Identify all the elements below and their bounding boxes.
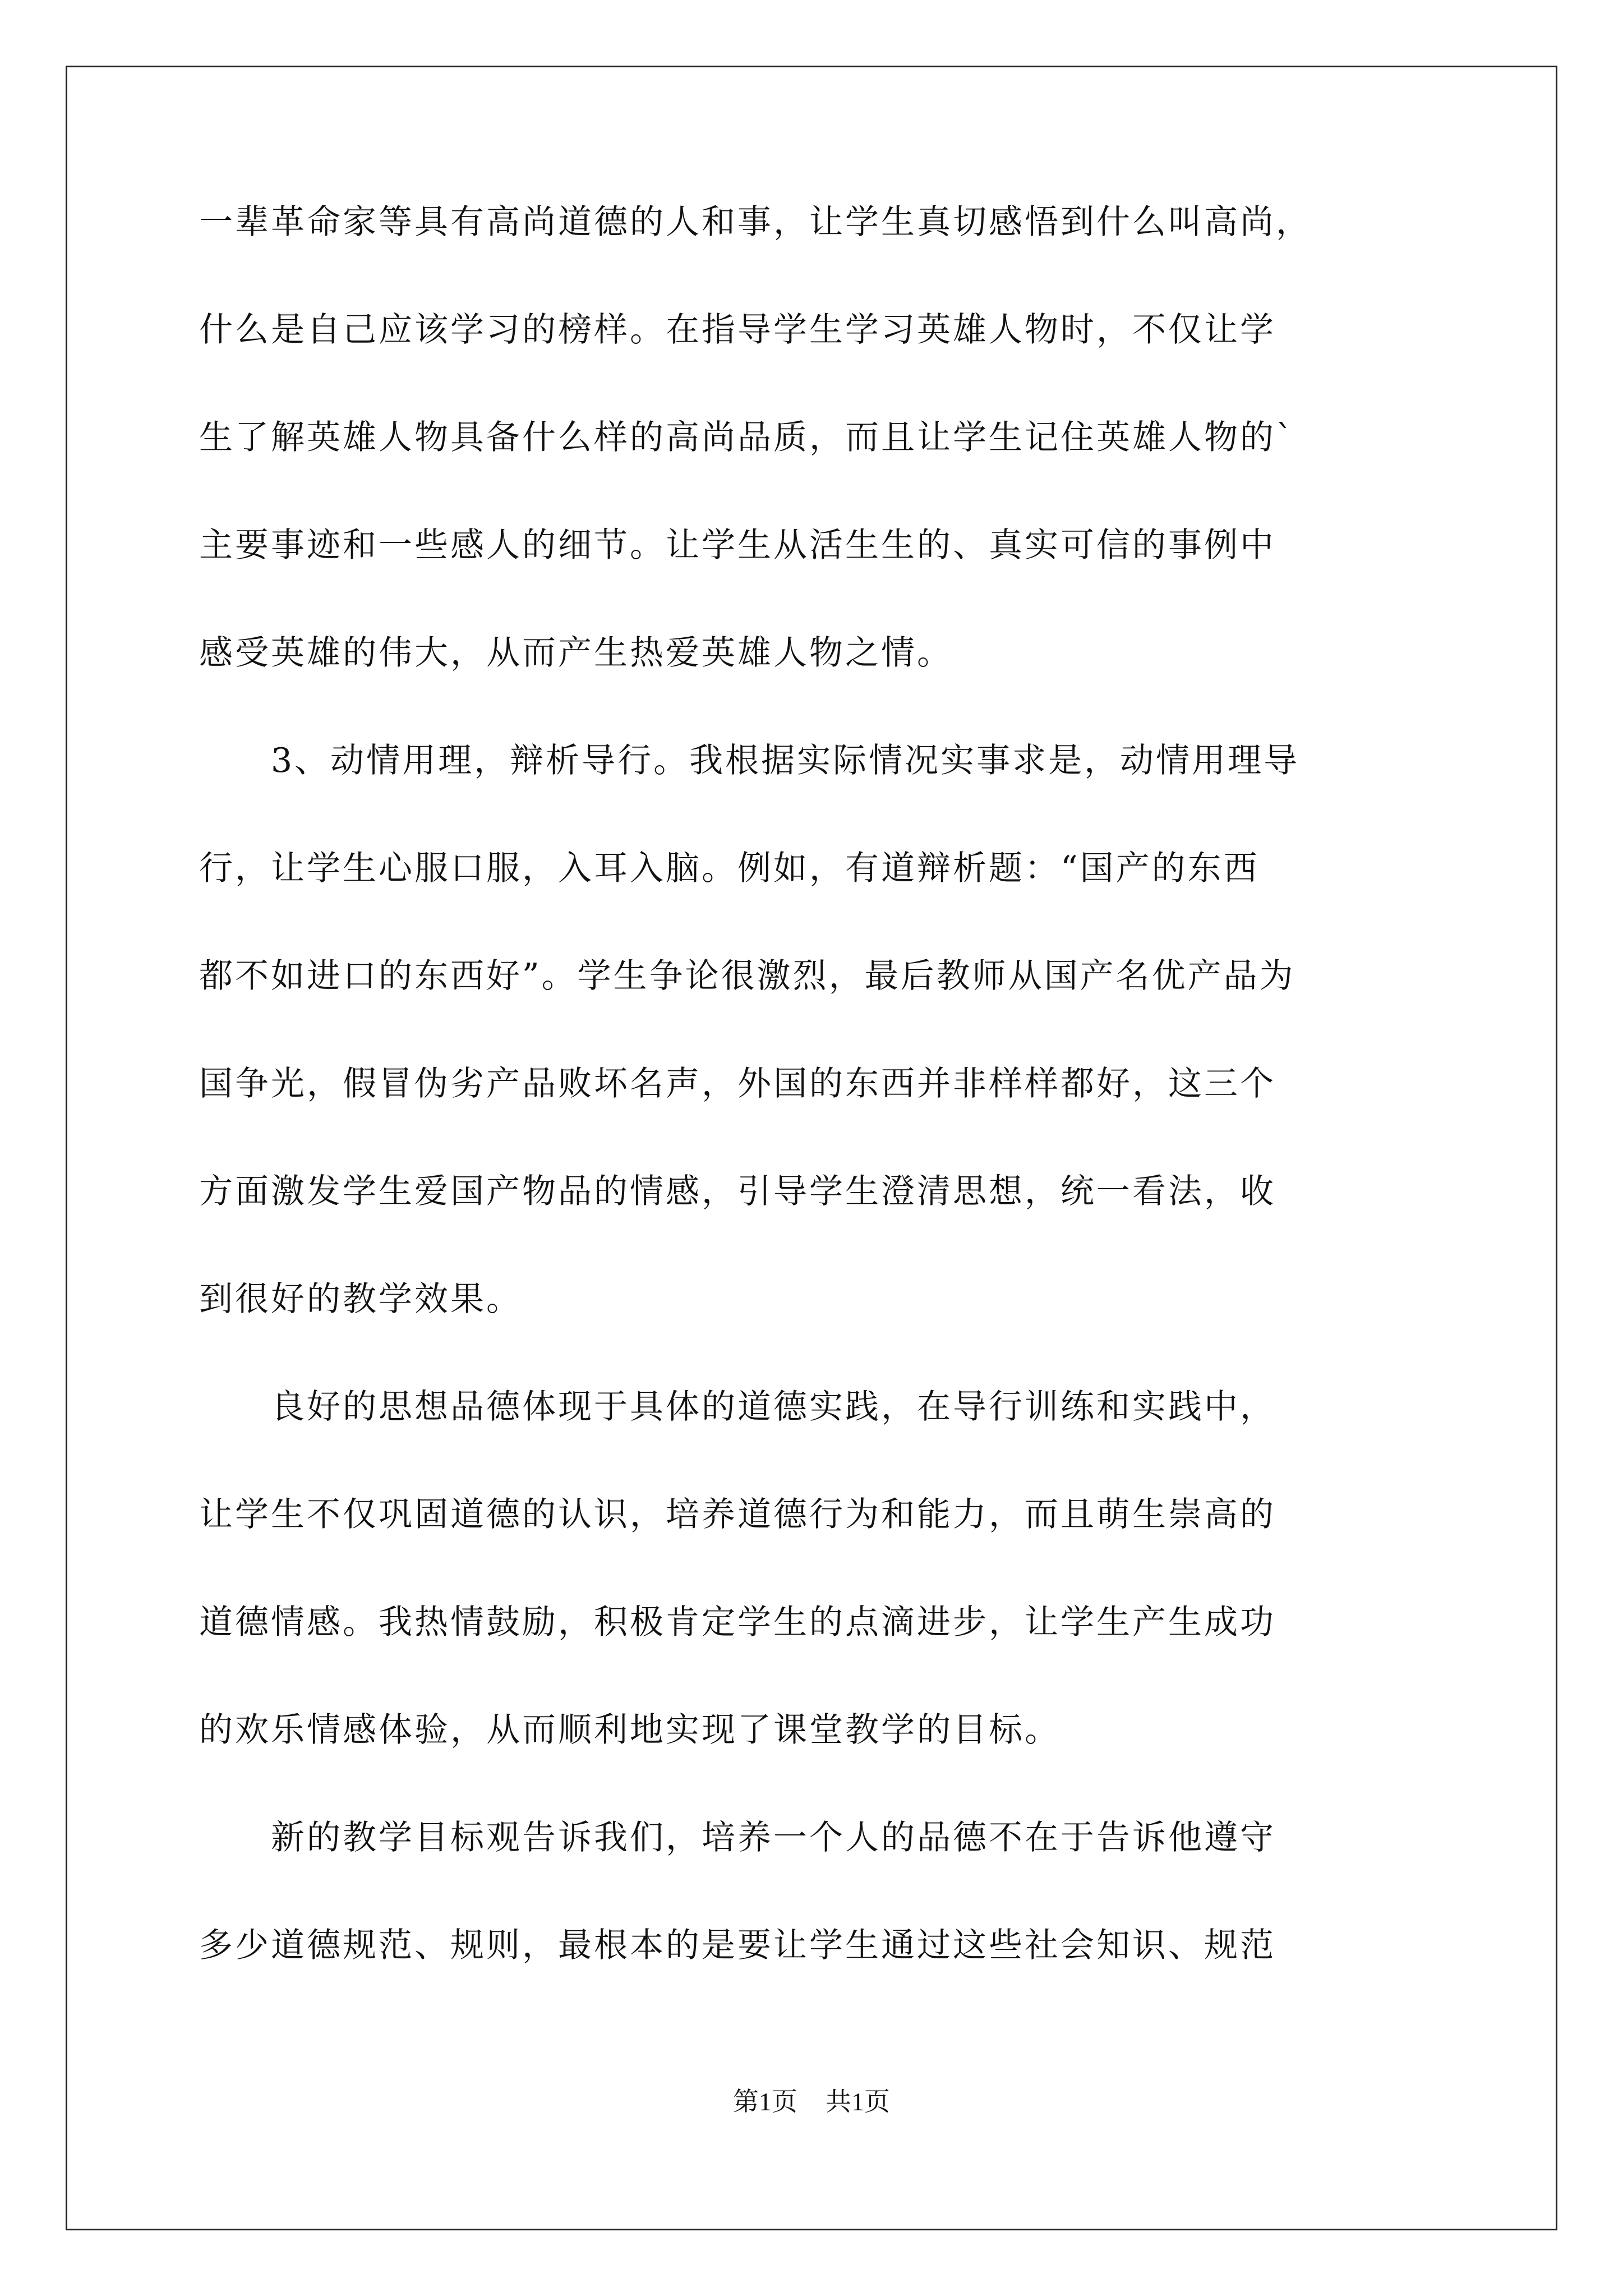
text-line: 都不如进口的东西好”。学生争论很激烈，最后教师从国产名优产品为 (199, 956, 1295, 996)
text-line: 的欢乐情感体验，从而顺利地实现了课堂教学的目标。 (199, 1710, 1061, 1750)
page-footer (0, 2081, 1623, 2118)
text-line: 主要事迹和一些感人的细节。让学生从活生生的、真实可信的事例中 (199, 526, 1276, 565)
text-line: 新的教学目标观告诉我们，培养一个人的品德不在于告诉他遵守 (199, 1818, 1276, 1857)
text-line: 生了解英雄人物具备什么样的高尚品质，而且让学生记住英雄人物的` (199, 418, 1295, 457)
text-line: 感受英雄的伟大，从而产生热爱英雄人物之情。 (199, 633, 953, 673)
text-line: 什么是自己应该学习的榜样。在指导学生学习英雄人物时，不仅让学 (199, 310, 1276, 349)
text-line: 道德情感。我热情鼓励，积极肯定学生的点滴进步，让学生产生成功 (199, 1603, 1276, 1642)
text-line: 方面激发学生爱国产物品的情感，引导学生澄清思想，统一看法，收 (199, 1172, 1276, 1211)
text-line: 让学生不仅巩固道德的认识，培养道德行为和能力，而且萌生崇高的 (199, 1495, 1276, 1534)
text-line: 行，让学生心服口服，入耳入脑。例如，有道辩析题：“国产的东西 (199, 849, 1260, 888)
document-body (199, 202, 1461, 2033)
text-line: 3、动情用理，辩析导行。我根据实际情况实事求是，动情用理导 (199, 741, 1300, 780)
text-line: 到很好的教学效果。 (199, 1280, 522, 1319)
text-line: 良好的思想品德体现于具体的道德实践，在导行训练和实践中， (199, 1387, 1276, 1427)
page-total: 共1页 (826, 2087, 890, 2116)
page-number: 第1页 (733, 2087, 797, 2116)
text-line: 一辈革命家等具有高尚道德的人和事，让学生真切感悟到什么叫高尚， (199, 203, 1312, 242)
text-line: 国争光，假冒伪劣产品败坏名声，外国的东西并非样样都好，这三个 (199, 1064, 1276, 1103)
text-line: 多少道德规范、规则，最根本的是要让学生通过这些社会知识、规范 (199, 1926, 1276, 1965)
